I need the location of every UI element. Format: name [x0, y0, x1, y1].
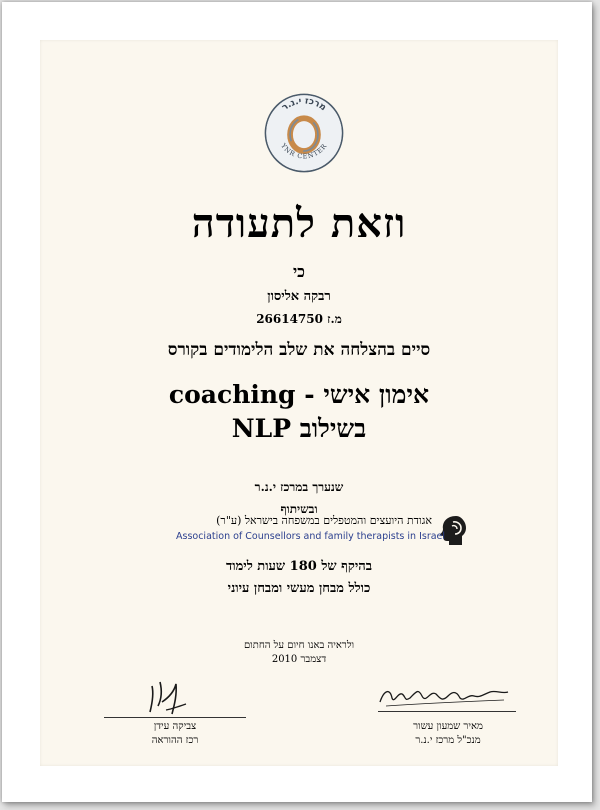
right-signer-role: מנכ"ל מרכז י.נ.ר [415, 735, 481, 746]
course-name-line1: אימון אישי - coaching [168, 380, 430, 409]
recipient-name: רבקה אליסון [267, 289, 331, 304]
witness-text: ולראיה באנו חיום על החתום [243, 640, 355, 651]
course-name-line2: בשילוב NLP [231, 414, 367, 443]
left-signer [120, 720, 230, 748]
left-signature [102, 676, 242, 720]
certificate-title: וזאת לתעודה [191, 200, 407, 247]
right-signer [378, 720, 518, 748]
hours-text: בהיקף של 180 שעות לימוד [226, 559, 372, 574]
logo-english-arc: YNR CENTER [279, 141, 329, 161]
right-signature-line [378, 711, 516, 712]
id-number: 26614750 [256, 312, 323, 326]
cooperation-text: ובשיתוף [280, 502, 318, 516]
left-signer-role: רכז ההוראה [151, 735, 199, 746]
association-block [168, 514, 468, 548]
id-line [40, 312, 558, 327]
certificate-paper [40, 40, 558, 766]
exams-text: כולל מבחן מעשי ומבחן עיוני [227, 581, 371, 596]
association-english: Association of Counsellors and family therapists in Israel [176, 531, 446, 542]
logo-hebrew-arc: מרכז י.נ.ר [280, 96, 328, 114]
certificate-date: דצמבר 2010 [271, 654, 327, 665]
certificate-ki: כי [292, 262, 305, 281]
id-label: מ.ז [327, 312, 342, 326]
held-at-text: שנערך במרכז י.נ.ר [254, 480, 344, 494]
association-hebrew: אגודת היועצים והמטפלים במשפחה בישראל (ע"ר) [216, 514, 432, 527]
left-signature-line [104, 717, 246, 718]
left-signer-name: צביקה עידן [153, 721, 197, 732]
ynr-center-logo [263, 92, 345, 174]
right-signer-name: מאיר שמעון עשור [413, 721, 483, 732]
completed-text: סיים בהצלחה את שלב הלימודים בקורס [167, 340, 431, 360]
certificate-frame [2, 2, 592, 802]
right-signature [376, 680, 516, 710]
